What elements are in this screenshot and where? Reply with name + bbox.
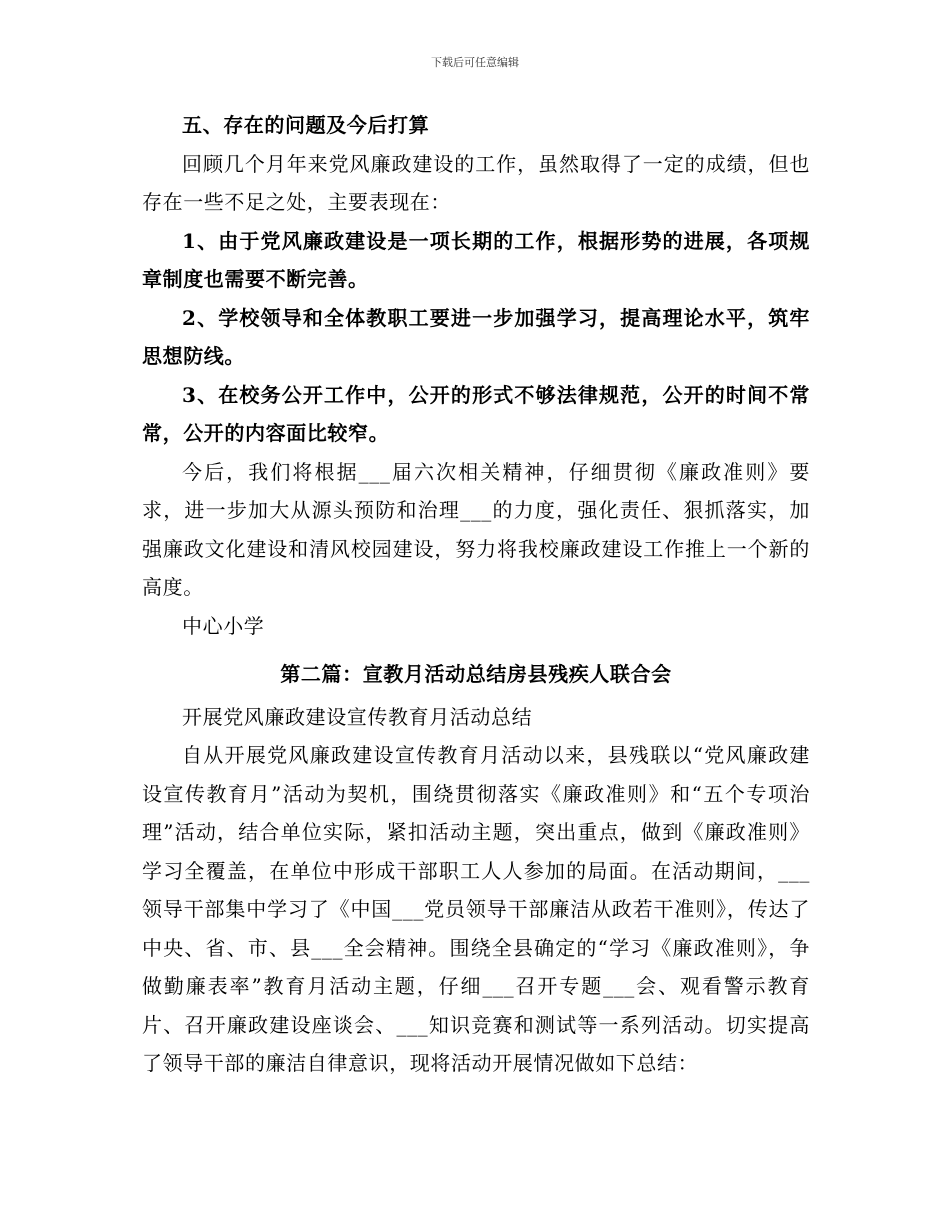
document-body [142,106,810,1083]
article-title: 第二篇：宣教月活动总结房县残疾人联合会 [280,662,672,686]
problem-item-2: 2、学校领导和全体教职工要进一步加强学习，提高理论水平，筑牢思想防线。 [142,305,810,368]
future-plan-paragraph: 今后，我们将根据___届六次相关精神，仔细贯彻《廉政准则》要求，进一步加大从源头预防和治理___的力度，强化责任、狠抓落实，加强廉政文化建设和清风校园建设，努力将我校廉政建设工作推上一个新的高度。 [142,459,810,599]
section-intro-paragraph: 回顾几个月年来党风廉政建设的工作，虽然取得了一定的成绩，但也存在一些不足之处，主要表现在： [142,151,810,214]
article-subtitle: 开展党风廉政建设宣传教育月活动总结 [182,704,533,729]
header-note: 下载后可任意编辑 [431,56,519,69]
section-heading: 五、存在的问题及今后打算 [182,113,430,137]
problem-item-3: 3、在校务公开工作中，公开的形式不够法律规范，公开的时间不常常，公开的内容面比较窄。 [142,382,810,445]
problem-item-1: 1、由于党风廉政建设是一项长期的工作，根据形势的进展，各项规章制度也需要不断完善。 [142,228,810,291]
signature: 中心小学 [182,613,265,638]
article-body-paragraph: 自从开展党风廉政建设宣传教育月活动以来，县残联以“党风廉政建设宣传教育月”活动为契机，围绕贯彻落实《廉政准则》和“五个专项治理”活动，结合单位实际，紧扣活动主题，突出重点，做到《廉政准则》学习全覆盖，在单位中形成干部职工人人参加的局面。在活动期间，___领导干部集中学习了《中国___党员领导干部廉洁从政若干准则》，传达了中央、省、市、县___全会精神。围绕全县确定的“学习《廉政准则》，争做勤廉表率”教育月活动主题，仔细___召开专题___会、观看警示教育片、召开廉政建设座谈会、___知识竞赛和测试等一系列活动。切实提高了领导干部的廉洁自律意识，现将活动开展情况做如下总结： [142,743,810,1075]
